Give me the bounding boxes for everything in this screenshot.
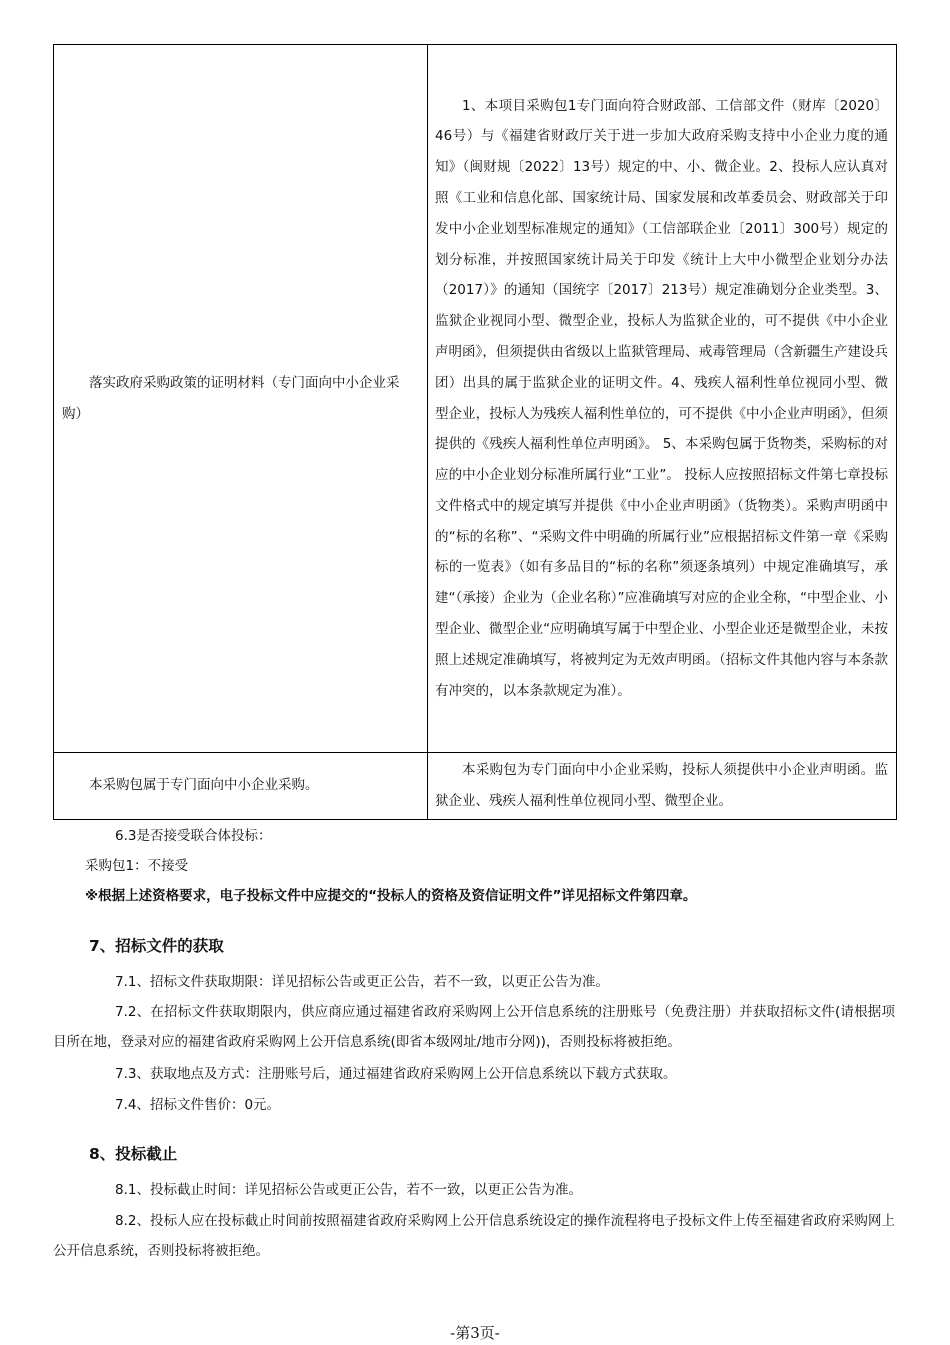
clause-7-3: 7.3、获取地点及方式：注册账号后，通过福建省政府采购网上公开信息系统以下载方式获取。 — [115, 1066, 677, 1082]
table-cell-label: 本采购包属于专门面向中小企业采购。 — [54, 753, 428, 820]
table-row — [54, 45, 897, 753]
clause-8-2: 8.2、投标人应在投标截止时间前按照福建省政府采购网上公开信息系统设定的操作流程将电子投标文件上传至福建省政府采购网上公开信息系统，否则投标将被拒绝。 — [53, 1213, 895, 1259]
clause-6-3: 6.3是否接受联合体投标： — [115, 828, 272, 844]
table-cell-content: 本采购包为专门面向中小企业采购，投标人须提供中小企业声明函。监狱企业、残疾人福利性单位视同小型、微型企业。 — [428, 753, 897, 820]
clause-8-1: 8.1、投标截止时间：详见招标公告或更正公告，若不一致，以更正公告为准。 — [115, 1182, 582, 1198]
clause-7-2: 7.2、在招标文件获取期限内，供应商应通过福建省政府采购网上公开信息系统的注册账号（免费注册）并获取招标文件(请根据项目所在地，登录对应的福建省政府采购网上公开信息系统(即省本级网址/地市分网))，否则投标将被拒绝。 — [53, 1004, 895, 1050]
clause-7-1: 7.1、招标文件获取期限：详见招标公告或更正公告，若不一致，以更正公告为准。 — [115, 974, 609, 990]
package-consortium-answer: 采购包1：不接受 — [85, 858, 189, 874]
section-8-heading: 8、投标截止 — [89, 1145, 178, 1163]
table-cell-label: 落实政府采购政策的证明材料（专门面向中小企业采购） — [54, 45, 428, 753]
clause-7-4: 7.4、招标文件售价：0元。 — [115, 1097, 281, 1113]
requirements-table — [53, 44, 897, 820]
section-7-heading: 7、招标文件的获取 — [89, 937, 224, 955]
qualification-note: ※根据上述资格要求，电子投标文件中应提交的“投标人的资格及资信证明文件”详见招标文件第四章。 — [85, 888, 697, 904]
table-row — [54, 753, 897, 820]
page-number: -第3页- — [450, 1324, 500, 1342]
table-cell-content: 1、本项目采购包1专门面向符合财政部、工信部文件（财库〔2020〕46号）与《福建省财政厅关于进一步加大政府采购支持中小企业力度的通知》（闽财规〔2022〕13号）规定的中、小、微企业。2、投标人应认真对照《工业和信息化部、国家统计局、国家发展和改革委员会、财政部关于印发中小企业划型标准规定的通知》（工信部联企业〔2011〕300号）规定的划分标准，并按照国家统计局关于印发《统计上大中小微型企业划分办法（2017）》的通知（国统字〔2017〕213号）规定准确划分企业类型。3、监狱企业视同小型、微型企业，投标人为监狱企业的，可不提供《中小企业声明函》，但须提供由省级以上监狱管理局、戒毒管理局（含新疆生产建设兵团）出具的属于监狱企业的证明文件。4、残疾人福利性单位视同小型、微型企业，投标人为残疾人福利性单位的，可不提供《中小企业声明函》，但须提供的《残疾人福利性单位声明函》。 5、本采购包属于货物类，采购标的对应的中小企业划分标准所属行业“工业”。 投标人应按照招标文件第七章投标文件格式中的规定填写并提供《中小企业声明函》（货物类）。采购声明函中的“标的名称”、“采购文件中明确的所属行业”应根据招标文件第一章《采购标的一览表》（如有多品目的“标的名称”须逐条填列）中规定准确填写，承建“（承接）企业为（企业名称）”应准确填写对应的企业全称，“中型企业、小型企业、微型企业“应明确填写属于中型企业、小型企业还是微型企业，未按照上述规定准确填写，将被判定为无效声明函。（招标文件其他内容与本条款有冲突的，以本条款规定为准）。 — [428, 45, 897, 753]
